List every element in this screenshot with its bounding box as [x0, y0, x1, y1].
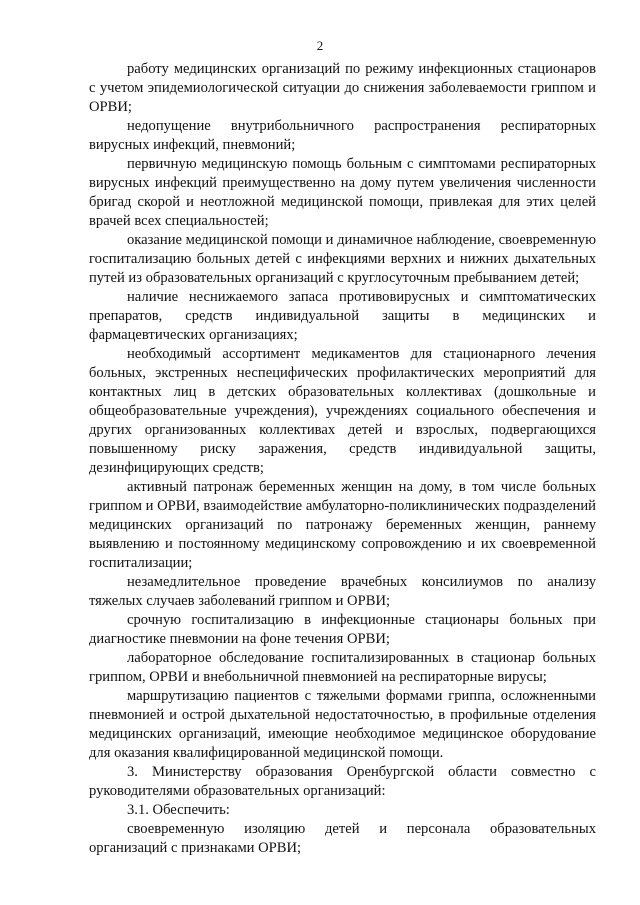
section-3-heading: 3. Министерству образования Оренбургской области совместно с руководителями образовательных организаций:	[89, 764, 596, 799]
subsection-3-1-heading: 3.1. Обеспечить:	[127, 802, 230, 818]
paragraph-1: работу медицинских организаций по режиму инфекционных стационаров с учетом эпидемиологической ситуации до снижения заболеваемости гриппом и ОРВИ;	[89, 61, 596, 115]
paragraph-2: недопущение внутрибольничного распространения респираторных вирусных инфекций, пневмоний;	[89, 118, 596, 153]
paragraph-14: своевременную изоляцию детей и персонала образовательных организаций с признаками ОРВИ;	[89, 821, 596, 856]
document-body	[89, 60, 596, 858]
paragraph-11: маршрутизацию пациентов с тяжелыми формами гриппа, осложненными пневмонией и острой дыхательной недостаточностью, в профильные отделения медицинских организаций, имеющие необходимое медицинское оборудование для оказания квалифицированной медицинской помощи.	[89, 688, 596, 761]
paragraph-4: оказание медицинской помощи и динамичное наблюдение, своевременную госпитализацию больных детей с инфекциями верхних и нижних дыхательных путей из образовательных организаций с круглосуточным пребыванием детей;	[89, 232, 596, 286]
paragraph-6: необходимый ассортимент медикаментов для стационарного лечения больных, экстренных неспецифических профилактических мероприятий для контактных лиц в детских образовательных коллективах (дошкольные и общеобразовательные учреждения), учреждениях социального обеспечения и других организованных коллективах детей и взрослых, подвергающихся повышенному риску заражения, средств индивидуальной защиты, дезинфицирующих средств;	[89, 346, 596, 476]
paragraph-3: первичную медицинскую помощь больным с симптомами респираторных вирусных инфекций преимущественно на дому путем увеличения численности бригад скорой и неотложной медицинской помощи, привлекая для этих целей врачей всех специальностей;	[89, 156, 596, 229]
page-number: 2	[316, 38, 324, 53]
paragraph-7: активный патронаж беременных женщин на дому, в том числе больных гриппом и ОРВИ, взаимодействие амбулаторно-поликлинических подразделений медицинских организаций по патронажу беременных женщин, раннему выявлению и постоянному медицинскому сопровождению и их своевременной госпитализации;	[89, 479, 596, 571]
paragraph-5: наличие неснижаемого запаса противовирусных и симптоматических препаратов, средств индивидуальной защиты в медицинских и фармацевтических организациях;	[89, 289, 596, 343]
paragraph-10: лабораторное обследование госпитализированных в стационар больных гриппом, ОРВИ и внебольничной пневмонией на респираторные вирусы;	[89, 650, 596, 685]
paragraph-8: незамедлительное проведение врачебных консилиумов по анализу тяжелых случаев заболеваний гриппом и ОРВИ;	[89, 574, 596, 609]
paragraph-9: срочную госпитализацию в инфекционные стационары больных при диагностике пневмонии на фоне течения ОРВИ;	[89, 612, 596, 647]
